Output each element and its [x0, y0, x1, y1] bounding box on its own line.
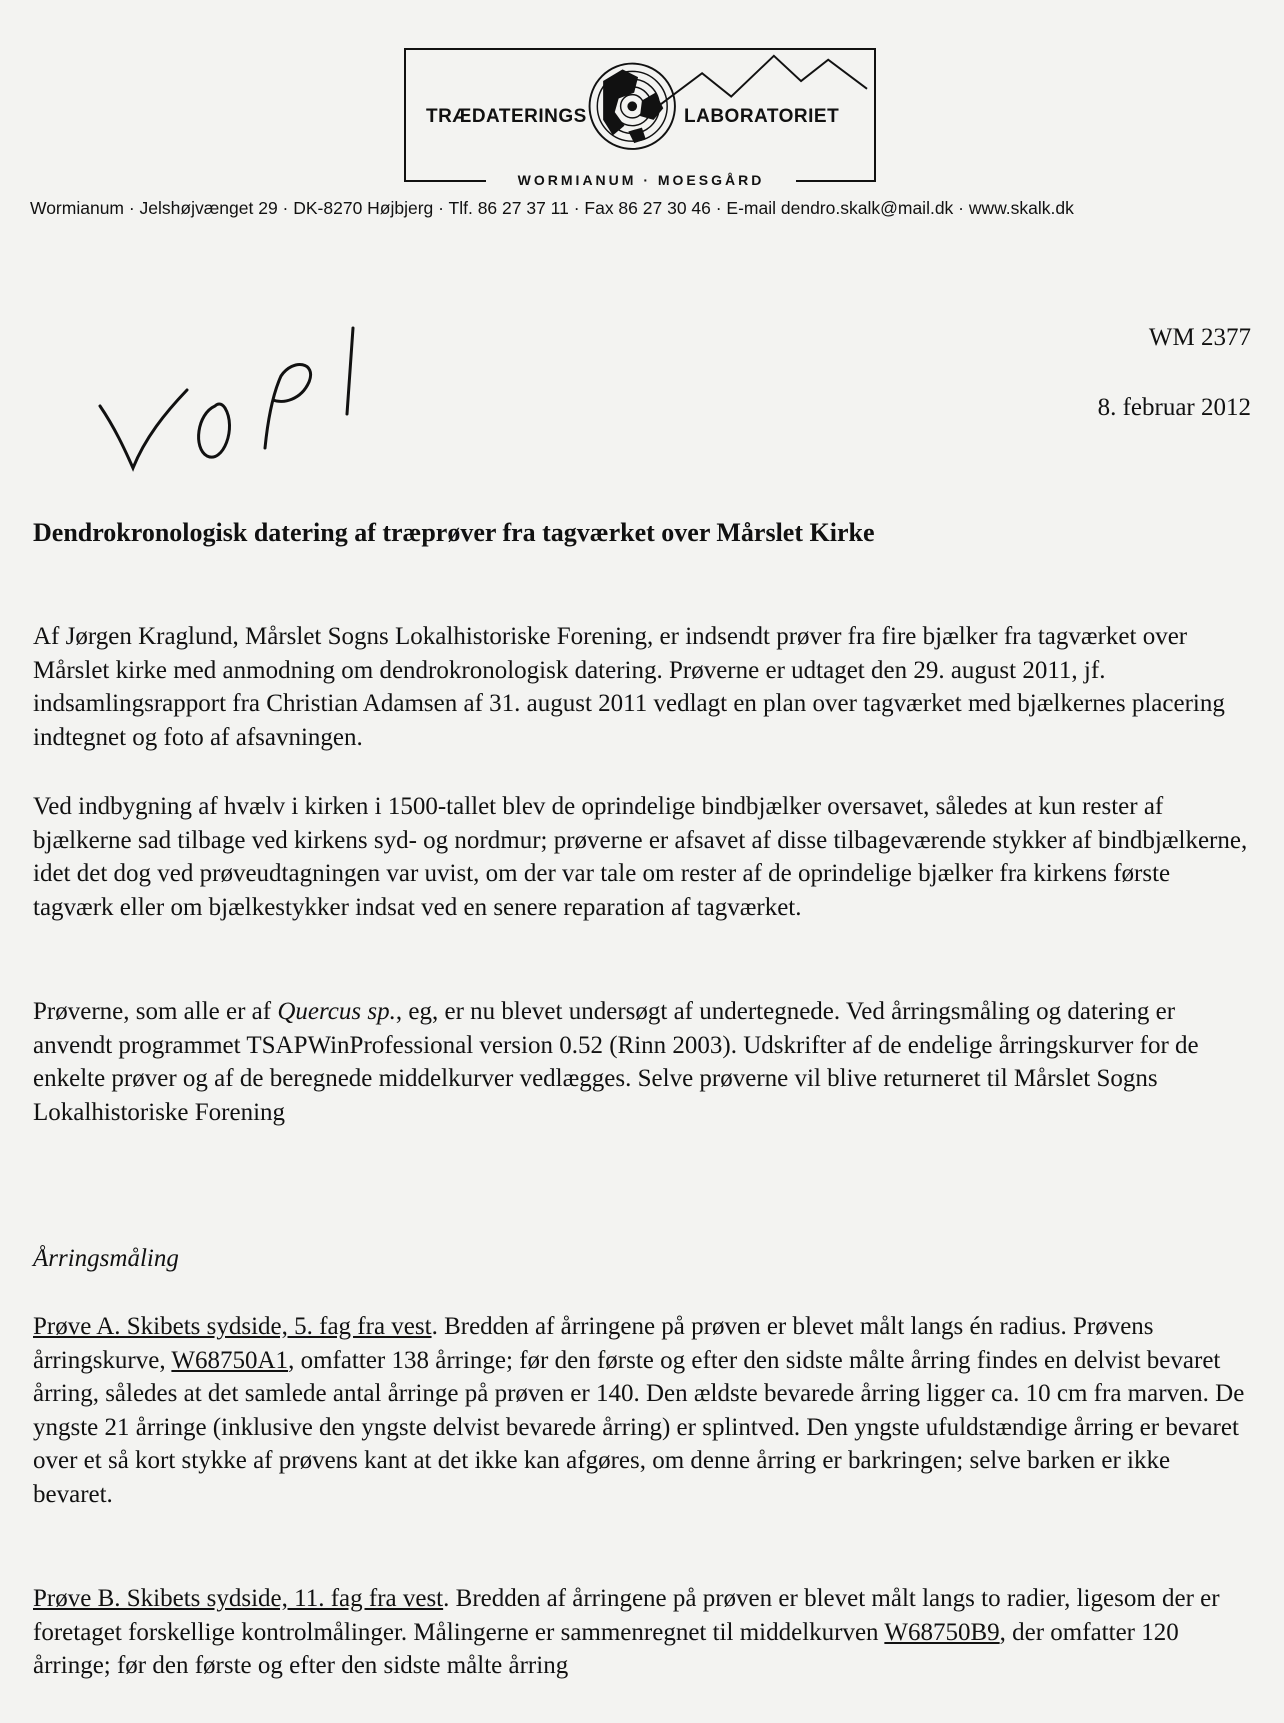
sample-b-text-2: , der omfatter 120 årringe; før den første og efter den sidste målte årring: [33, 1618, 1179, 1679]
document-date: 8. februar 2012: [1097, 394, 1251, 421]
species-name: Quercus sp.: [277, 998, 396, 1025]
letterhead-contact-line: Wormianum · Jelshøjvænget 29 · DK-8270 Højbjerg · Tlf. 86 27 37 11 · Fax 86 27 30 46 · E-mail dendro.skalk@mail.dk · www.skalk.dk: [30, 198, 1074, 218]
logo-text-left: TRÆDATERINGS: [426, 106, 587, 127]
section-heading: Årringsmåling: [33, 1245, 179, 1272]
sample-a-text-2: , omfatter 138 årringe; før den første og efter den sidste målte årring findes en delvist bevaret årring, således at det samlede antal årringe på prøven er 140. Den ældste bevarede årring ligger ca. 10 cm fra marven. De yngste 21 årringe (inklusive den yngste delvist bevarede årring) er splintved. Den yngste ufuldstændige årring er bevaret over et så kort stykke af prøvens kant at det ikke kan afgøres, om denne årring er barkringen; selve barken er ikke bevaret.: [33, 1346, 1245, 1508]
sample-a-paragraph: [33, 1310, 1255, 1511]
handwritten-kopi-stamp: [95, 318, 395, 478]
background-paragraph: Ved indbygning af hvælv i kirken i 1500-tallet blev de oprindelige bindbjælker oversavet, således at kun rester af bjælkerne sad tilbage ved kirkens syd- og nordmur; prøverne er afsavet af disse tilbageværende stykker af bindbjælkerne, idet det dog ved prøveudtagningen var uvist, om der var tale om rester af de oprindelige bjælker fra kirkens første tagværk eller om bjælkestykker indsat ved en senere reparation af tagværket.: [33, 793, 1248, 921]
sample-b-text-1: . Bredden af årringene på prøven er blevet målt langs to radier, ligesom der er foretaget forskellige kontrolmålinger. Målingerne er sammenregnet til middelkurven: [33, 1585, 1220, 1646]
sample-a-curve: W68750A1: [171, 1346, 289, 1374]
sample-a-text-1: . Bredden af årringene på prøven er blevet målt langs én radius. Prøvens årringskurve,: [33, 1313, 1154, 1374]
sample-a-label: Prøve A. Skibets sydside, 5. fag fra vest: [33, 1313, 432, 1340]
document-title: Dendrokronologisk datering af træprøver fra tagværket over Mårslet Kirke: [33, 518, 875, 547]
logo-subtitle: WORMIANUM · MOESGÅRD: [486, 172, 796, 188]
sample-b-paragraph: [33, 1582, 1255, 1683]
logo-text-right: LABORATORIET: [684, 106, 840, 127]
sample-b-curve: W68750B9: [884, 1618, 1000, 1646]
reference-number: WM 2377: [1148, 324, 1251, 351]
laboratory-logo: [404, 48, 876, 188]
sample-b-label: Prøve B. Skibets sydside, 11. fag fra vest: [33, 1585, 444, 1612]
method-paragraph: [33, 995, 1255, 1129]
intro-paragraph: Af Jørgen Kraglund, Mårslet Sogns Lokalhistoriske Forening, er indsendt prøver fra fire bjælker fra tagværket over Mårslet kirke med anmodning om dendrokronologisk datering. Prøverne er udtaget den 29. august 2011, jf. indsamlingsrapport fra Christian Adamsen af 31. august 2011 vedlagt en plan over tagværket med bjælkernes placering indtegnet og foto af afsavningen.: [33, 623, 1225, 751]
method-text-start: Prøverne, som alle er af: [33, 998, 278, 1025]
method-text-end: , eg, er nu blevet undersøgt af undertegnede. Ved årringsmåling og datering er anvendt programmet TSAPWinProfessional version 0.52 (Rinn 2003). Udskrifter af de endelige årringskurver for de enkelte prøver og af de beregnede middelkurver vedlægges. Selve prøverne vil blive returneret til Mårslet Sogns Lokalhistoriske Forening: [33, 998, 1199, 1126]
